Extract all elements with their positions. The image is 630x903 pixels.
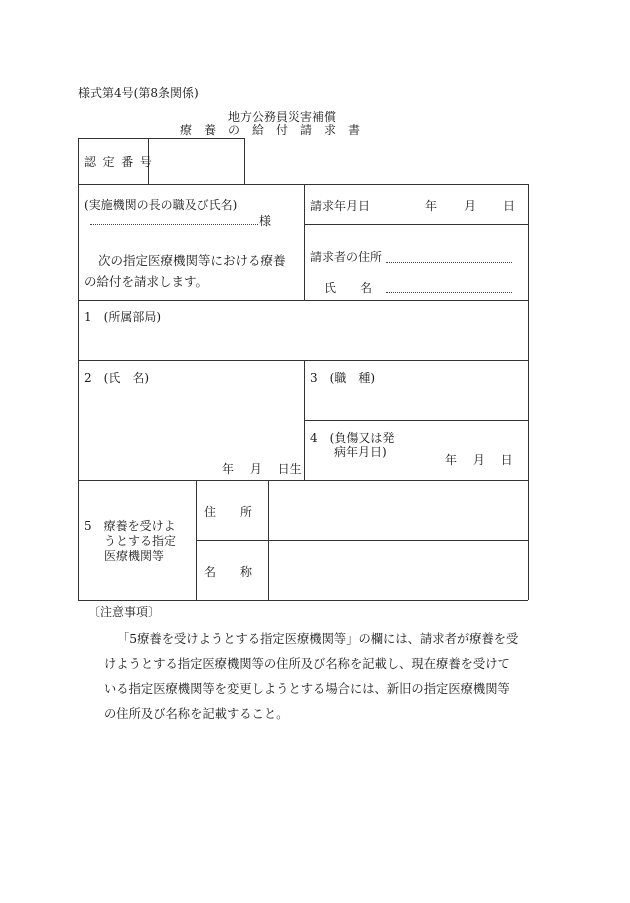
request-year-label: 年 <box>425 199 438 213</box>
claimant-address-label: 請求者の住所 <box>310 250 383 264</box>
notes-line4: の住所及び名称を記載すること。 <box>104 707 289 721</box>
form-number: 様式第4号(第8条関係) <box>78 86 199 100</box>
injury-date-value: 年 月 日 <box>445 453 513 467</box>
injury-date-label-line2: 病年月日) <box>334 445 387 459</box>
request-month-label: 月 <box>464 199 477 213</box>
agency-head-line <box>90 224 258 225</box>
medical-institution-label-line1: 5 療養を受けよ <box>84 519 176 533</box>
institution-address-label: 住 所 <box>204 505 253 519</box>
medical-institution-label-line2: うとする指定 <box>104 534 177 548</box>
request-text-line2: の給付を請求します。 <box>84 274 209 289</box>
claimant-name-label: 氏 名 <box>324 281 373 295</box>
form-title-line2: 療 養 の 給 付 請 求 書 <box>180 123 361 137</box>
institution-name-label: 名 称 <box>204 565 253 579</box>
birth-date-label: 年 月 日生 <box>222 462 302 476</box>
agency-head-label: (実施機関の長の職及び氏名) <box>84 198 238 212</box>
medical-institution-label-line3: 医療機関等 <box>104 549 165 563</box>
cert-number-label: 認定番号 <box>84 155 159 169</box>
person-name-label: 2 (氏 名) <box>84 371 149 385</box>
notes-line1: 「5療養を受けようとする指定医療機関等」の欄には、請求者が療養を受 <box>117 632 519 646</box>
department-label: 1 (所属部局) <box>84 310 161 324</box>
claimant-address-line <box>386 262 512 263</box>
request-day-label: 日 <box>503 199 516 213</box>
request-text-line1: 次の指定医療機関等における療養 <box>98 253 286 268</box>
notes-line3: いる指定医療機関等を変更しようとする場合には、新旧の指定医療機関等 <box>104 682 510 696</box>
notes-header: 〔注意事項〕 <box>88 605 161 619</box>
claimant-name-line <box>386 292 512 293</box>
injury-date-label-line1: 4 (負傷又は発 <box>310 431 395 445</box>
honorific-label: 様 <box>259 214 272 228</box>
form-title-line1: 地方公務員災害補償 <box>228 110 337 124</box>
job-type-label: 3 (職 種) <box>310 371 375 385</box>
notes-line2: けようとする指定医療機関等の住所及び名称を記載し、現在療養を受けて <box>104 657 510 671</box>
request-date-label: 請求年月日 <box>310 199 371 213</box>
